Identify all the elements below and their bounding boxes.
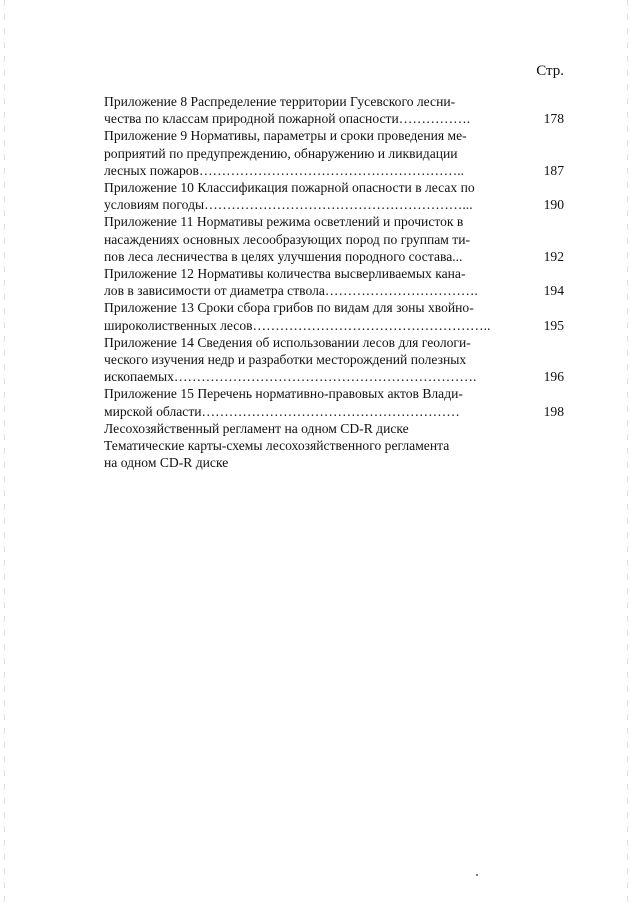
toc-entry-page: 190 bbox=[543, 197, 564, 213]
toc-entry-page: 192 bbox=[543, 248, 564, 264]
toc-entry-line: лесных пожаров………………………………………………….. bbox=[104, 162, 465, 178]
toc-entry-page: 196 bbox=[543, 369, 564, 385]
scan-edge-right bbox=[627, 0, 628, 905]
toc-entry bbox=[104, 179, 564, 213]
toc-entry bbox=[104, 127, 564, 179]
toc-entry bbox=[104, 334, 564, 386]
toc-entry-line: ческого изучения недр и разработки месторождений полезных bbox=[104, 352, 467, 368]
toc-entry-line: пов леса лесничества в целях улучшения породного состава... bbox=[104, 248, 463, 264]
toc-entry-line: мирской области………………………………………………… bbox=[104, 403, 460, 419]
toc-entry-line: на одном CD-R диске bbox=[104, 455, 229, 471]
toc-entry-line: Приложение 12 Нормативы количества высверливаемых кана- bbox=[104, 266, 466, 282]
toc-entry-line: Приложение 15 Перечень нормативно-правовых актов Влади- bbox=[104, 386, 463, 402]
toc-entry-line: Приложение 11 Нормативы режима осветлений и прочисток в bbox=[104, 214, 464, 230]
toc-entry bbox=[104, 385, 564, 419]
toc-entry-page: 187 bbox=[543, 162, 564, 178]
toc-entry-line: роприятий по предупреждению, обнаружению и ликвидации bbox=[104, 145, 458, 161]
toc-entry bbox=[104, 299, 564, 333]
table-of-contents bbox=[104, 93, 564, 471]
toc-entry bbox=[104, 93, 564, 127]
toc-entry-page: 198 bbox=[543, 403, 564, 419]
toc-entry-line: широколиственных лесов…………………………………………….. bbox=[104, 317, 491, 333]
toc-entry-line: Приложение 14 Сведения об использовании лесов для геологи- bbox=[104, 334, 471, 350]
toc-entry-line: насаждениях основных лесообразующих пород по группам ти- bbox=[104, 231, 471, 247]
toc-entry-line: Приложение 13 Сроки сбора грибов по видам для зоны хвойно- bbox=[104, 300, 474, 316]
toc-entry-page: 195 bbox=[543, 317, 564, 333]
toc-entry-line: условиям погоды…………………………………………………... bbox=[104, 197, 473, 213]
toc-entry-line: Лесохозяйственный регламент на одном CD-R диске bbox=[104, 420, 409, 436]
toc-entry-line: Приложение 9 Нормативы, параметры и сроки проведения ме- bbox=[104, 128, 467, 144]
page-column-label: Стр. bbox=[536, 63, 564, 79]
toc-entry bbox=[104, 420, 564, 437]
toc-entry-page: 178 bbox=[543, 111, 564, 127]
scan-edge-left bbox=[4, 0, 5, 905]
toc-entry bbox=[104, 265, 564, 299]
toc-entry-line: Приложение 8 Распределение территории Гусевского лесни- bbox=[104, 94, 456, 109]
toc-entry bbox=[104, 213, 564, 265]
toc-entry-line: лов в зависимости от диаметра ствола……………………………. bbox=[104, 283, 478, 299]
toc-entry-line: Тематические карты-схемы лесохозяйственного регламента bbox=[104, 438, 450, 454]
toc-entry-page: 194 bbox=[543, 283, 564, 299]
scan-speck bbox=[476, 874, 478, 876]
toc-entry-line: ископаемых…………………………………………………………. bbox=[104, 369, 477, 385]
toc-entry-line: Приложение 10 Классификация пожарной опасности в лесах по bbox=[104, 180, 475, 196]
toc-entry-line: чества по классам природной пожарной опасности……………. bbox=[104, 111, 471, 127]
toc-entry bbox=[104, 437, 564, 471]
